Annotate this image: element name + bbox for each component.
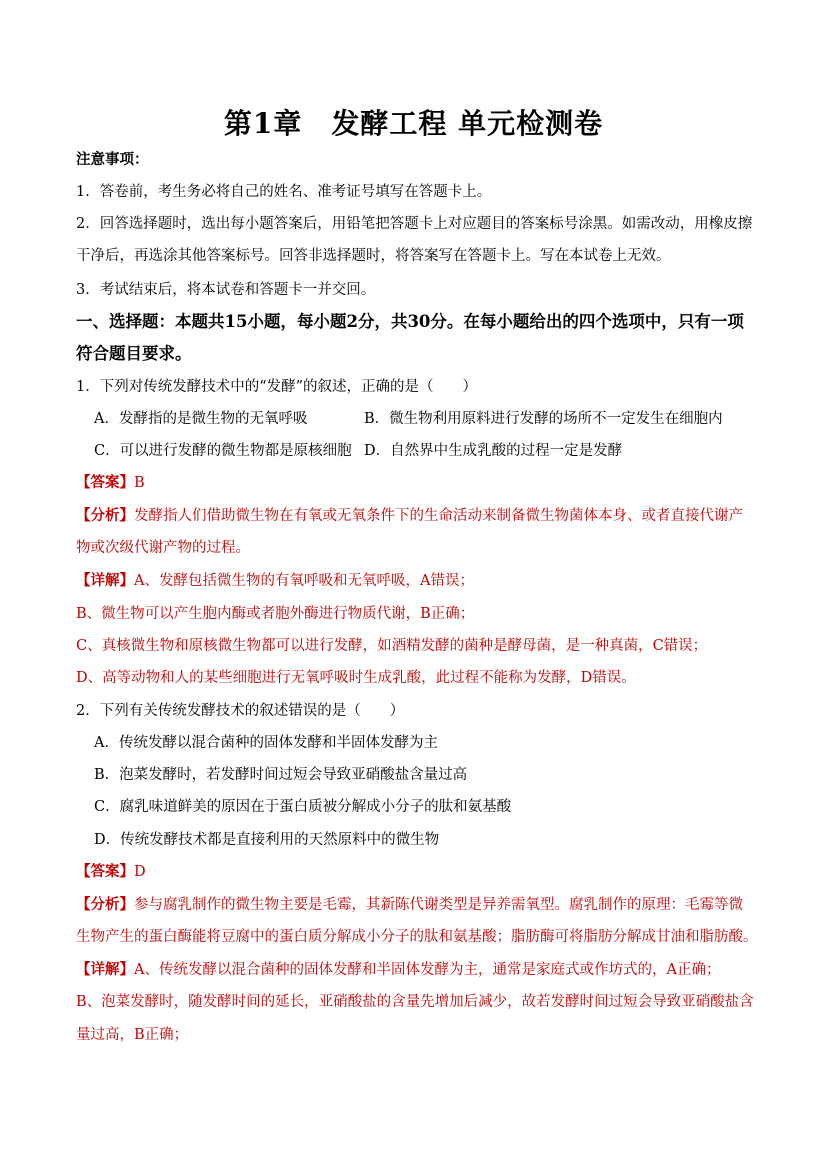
q2-analysis-line-1 <box>76 895 743 915</box>
q2-option-b: B．泡菜发酵时，若发酵时间过短会导致亚硝酸盐含量过高 <box>94 767 468 783</box>
notice-item-1: 1．答卷前，考生务必将自己的姓名、准考证号填写在答题卡上。 <box>76 184 492 200</box>
q2-detail-line-1 <box>76 960 720 980</box>
q2-detail-line-3: 量过高，B正确； <box>76 1027 189 1043</box>
q2-detail-tag: 【详解】 <box>76 961 134 978</box>
q1-stem: 1．下列对传统发酵技术中的“发酵”的叙述，正确的是（ ） <box>76 379 478 395</box>
q1-analysis-line-1 <box>76 506 743 526</box>
notice-item-2-line-2: 干净后，再选涂其他答案标号。回答非选择题时，将答案写在答题卡上。写在本试卷上无效。 <box>76 248 671 264</box>
page-title: 第1章 发酵工程 单元检测卷 <box>223 107 604 140</box>
notice-heading: 注意事项： <box>76 151 149 168</box>
q1-detail-text: A、发酵包括微生物的有氧呼吸和无氧呼吸，A错误； <box>134 573 474 589</box>
section-heading-line-2: 符合题目要求。 <box>76 344 192 363</box>
q2-analysis-tag: 【分析】 <box>76 896 134 913</box>
q1-option-d: D．自然界中生成乳酸的过程一定是发酵 <box>364 443 623 459</box>
q1-analysis-line-2: 物或次级代谢产物的过程。 <box>76 540 250 556</box>
notice-item-2-line-1: 2．回答选择题时，选出每小题答案后，用铅笔把答题卡上对应题目的答案标号涂黑。如需改动，用橡皮擦 <box>76 216 753 232</box>
q2-answer-tag: 【答案】 <box>76 863 134 880</box>
q1-answer <box>76 473 145 493</box>
q1-option-c: C．可以进行发酵的微生物都是原核细胞 <box>94 443 352 459</box>
q1-analysis-text: 发酵指人们借助微生物在有氧或无氧条件下的生命活动来制备微生物菌体本身、或者直接代谢产 <box>134 508 743 524</box>
q1-answer-tag: 【答案】 <box>76 474 134 491</box>
q1-detail-line-4: D、高等动物和人的某些细胞进行无氧呼吸时生成乳酸，此过程不能称为发酵，D错误。 <box>76 670 636 686</box>
q2-stem: 2．下列有关传统发酵技术的叙述错误的是（ ） <box>76 703 405 719</box>
q1-detail-line-3: C、真核微生物和原核微生物都可以进行发酵，如酒精发酵的菌种是酵母菌，是一种真菌，C错误； <box>76 638 708 654</box>
q1-analysis-tag: 【分析】 <box>76 507 134 524</box>
q2-detail-text: A、传统发酵以混合菌种的固体发酵和半固体发酵为主，通常是家庭式或作坊式的，A正确； <box>134 962 721 978</box>
q1-answer-value: B <box>134 475 145 491</box>
notice-item-3: 3．考试结束后，将本试卷和答题卡一并交回。 <box>76 282 376 298</box>
q2-analysis-line-2: 生物产生的蛋白酶能将豆腐中的蛋白质分解成小分子的肽和氨基酸；脂肪酶可将脂肪分解成甘油和脂肪酸。 <box>76 929 758 945</box>
q2-option-d: D．传统发酵技术都是直接利用的天然原料中的微生物 <box>94 832 440 848</box>
q1-detail-line-2: B、微生物可以产生胞内酶或者胞外酶进行物质代谢，B正确； <box>76 606 475 622</box>
q1-option-a: A．发酵指的是微生物的无氧呼吸 <box>94 411 308 427</box>
q1-detail-line-1 <box>76 571 474 591</box>
q2-answer-value: D <box>134 864 146 880</box>
q1-options-row-2 <box>94 441 623 461</box>
q2-answer <box>76 862 146 882</box>
q2-detail-line-2: B、泡菜发酵时，随发酵时间的延长，亚硝酸盐的含量先增加后减少，故若发酵时间过短会导致亚硝酸盐含 <box>76 994 754 1010</box>
q2-analysis-text: 参与腐乳制作的微生物主要是毛霉，其新陈代谢类型是异养需氧型。腐乳制作的原理：毛霉等微 <box>134 897 743 913</box>
section-heading-line-1: 一、选择题：本题共15小题，每小题2分，共30分。在每小题给出的四个选项中，只有一项 <box>76 312 744 331</box>
q1-option-b: B．微生物利用原料进行发酵的场所不一定发生在细胞内 <box>364 411 723 427</box>
q2-option-c: C．腐乳味道鲜美的原因在于蛋白质被分解成小分子的肽和氨基酸 <box>94 799 512 815</box>
q1-options-row-1 <box>94 409 723 429</box>
q1-detail-tag: 【详解】 <box>76 572 134 589</box>
q2-option-a: A．传统发酵以混合菌种的固体发酵和半固体发酵为主 <box>94 735 438 751</box>
